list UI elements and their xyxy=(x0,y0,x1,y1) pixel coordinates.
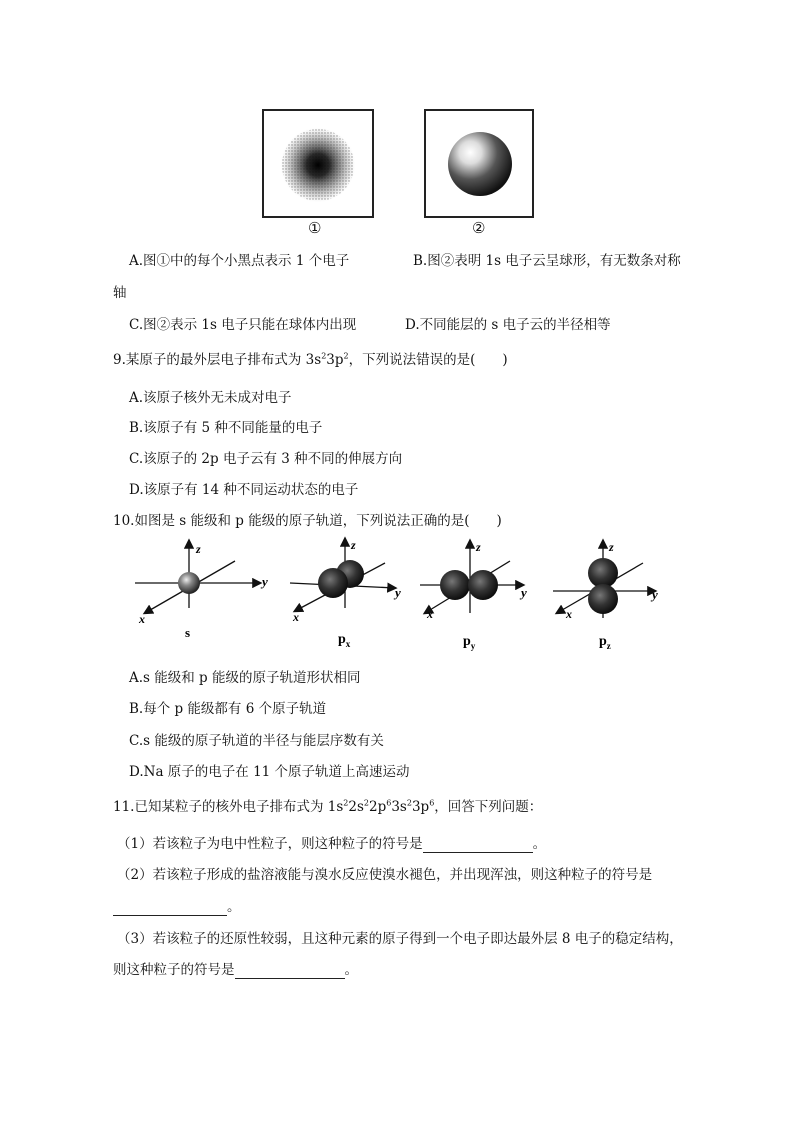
q9-sup2: 2 xyxy=(343,351,349,361)
px-axis-y: y xyxy=(395,585,401,600)
pz-label: p xyxy=(599,634,607,649)
q11-c5: 6 xyxy=(429,798,435,808)
dotted-electron-cloud-image xyxy=(264,111,372,216)
px-orbital xyxy=(290,538,401,649)
figure-2-box xyxy=(424,109,534,218)
figure-2-label: ② xyxy=(472,219,486,237)
q9-sup1: 2 xyxy=(321,351,327,361)
q11-part-1-answer-blank[interactable] xyxy=(423,836,533,853)
q11-t3: 2p xyxy=(369,799,387,815)
q9-stem-post: ，下列说法错误的是( ) xyxy=(348,352,508,368)
q11-part-2-end: 。 xyxy=(227,899,241,915)
figure-1-box xyxy=(262,109,374,218)
q11-part-2-answer-line xyxy=(113,895,241,916)
pz-axis-y: y xyxy=(652,587,658,602)
s-axis-x: x xyxy=(139,612,145,626)
py-label-sub: y xyxy=(470,641,476,651)
q10-option-a: A.s 能级和 p 能级的原子轨道形状相同 xyxy=(129,670,361,686)
q8-option-b-continued: 轴 xyxy=(113,285,127,301)
svg-text:py xyxy=(463,634,476,651)
q11-part-1-end: 。 xyxy=(532,836,547,852)
px-label: p xyxy=(338,632,346,647)
py-orbital xyxy=(420,540,527,651)
pz-label-sub: z xyxy=(606,641,611,651)
q11-c2: 2 xyxy=(363,798,369,808)
s-orbital xyxy=(135,541,268,640)
q9-stem-pre: 9.某原子的最外层电子排布式为 3s xyxy=(113,352,322,368)
q8-option-b: B.图②表明 1s 电子云呈球形，有无数条对称 xyxy=(413,253,681,269)
q11-stem-pre: 11.已知某粒子的核外电子排布式为 1s xyxy=(113,799,344,815)
py-axis-x: x xyxy=(427,607,433,621)
q8-option-c: C.图②表示 1s 电子只能在球体内出现 xyxy=(129,317,357,333)
q11-c1: 2 xyxy=(343,798,349,808)
q11-stem-post: ，回答下列问题： xyxy=(434,799,543,815)
q8-option-a: A.图①中的每个小黑点表示 1 个电子 xyxy=(129,253,350,269)
s-axis-y: y xyxy=(262,574,268,589)
q9-option-b: B.该原子有 5 种不同能量的电子 xyxy=(129,420,323,436)
q11-t2: 2s xyxy=(348,799,364,815)
q11-part-2: （2）若该粒子形成的盐溶液能与溴水反应使溴水褪色，并出现浑浊，则这种粒子的符号是 xyxy=(117,867,653,883)
s-label: s xyxy=(185,625,191,640)
q10-option-c: C.s 能级的原子轨道的半径与能层序数有关 xyxy=(129,733,384,749)
q11-t4: 3s xyxy=(391,799,407,815)
q10-option-b: B.每个 p 能级都有 6 个原子轨道 xyxy=(129,701,327,717)
px-axis-x: x xyxy=(293,610,299,624)
py-label: p xyxy=(463,634,471,649)
q9-option-a: A.该原子核外无未成对电子 xyxy=(129,390,292,406)
px-axis-z: z xyxy=(351,538,356,552)
q9-option-c: C.该原子的 2p 电子云有 3 种不同的伸展方向 xyxy=(129,451,403,467)
q11-part-3-end: 。 xyxy=(344,962,358,978)
orbital-diagram xyxy=(125,533,685,658)
q9-stem xyxy=(113,348,508,368)
q9-stem-mid: 3p xyxy=(326,352,344,368)
q11-part-3-text: 则这种粒子的符号是 xyxy=(113,962,235,978)
pz-orbital xyxy=(553,540,658,651)
q11-part-1 xyxy=(117,832,546,853)
sphere-cloud-image xyxy=(426,111,532,216)
q11-part-3-answer-line xyxy=(113,958,358,979)
px-label-sub: x xyxy=(345,639,351,649)
py-axis-z: z xyxy=(476,540,481,554)
q8-option-d: D.不同能层的 s 电子云的半径相等 xyxy=(405,317,611,333)
q11-c3: 6 xyxy=(386,798,392,808)
q10-stem: 10.如图是 s 能级和 p 能级的原子轨道，下列说法正确的是( ) xyxy=(113,513,502,529)
q11-t5: 3p xyxy=(411,799,430,815)
s-axis-z: z xyxy=(196,542,201,556)
svg-text:pz xyxy=(599,634,611,651)
q11-c4: 2 xyxy=(406,798,412,808)
figure-1-label: ① xyxy=(308,219,322,237)
q9-option-d: D.该原子有 14 种不同运动状态的电子 xyxy=(129,482,359,498)
py-axis-y: y xyxy=(521,585,527,600)
q11-part-3-answer-blank[interactable] xyxy=(235,962,345,979)
svg-text:px xyxy=(338,632,351,649)
q11-part-3: （3）若该粒子的还原性较弱，且这种元素的原子得到一个电子即达最外层 8 电子的稳定结构， xyxy=(117,931,683,947)
q10-option-d: D.Na 原子的电子在 11 个原子轨道上高速运动 xyxy=(129,764,410,780)
pz-axis-x: x xyxy=(566,607,572,621)
q11-part-1-text: （1）若该粒子为电中性粒子，则这种粒子的符号是 xyxy=(117,836,423,852)
pz-axis-z: z xyxy=(609,540,614,554)
q11-stem xyxy=(113,795,542,815)
q11-part-2-answer-blank[interactable] xyxy=(113,899,227,916)
